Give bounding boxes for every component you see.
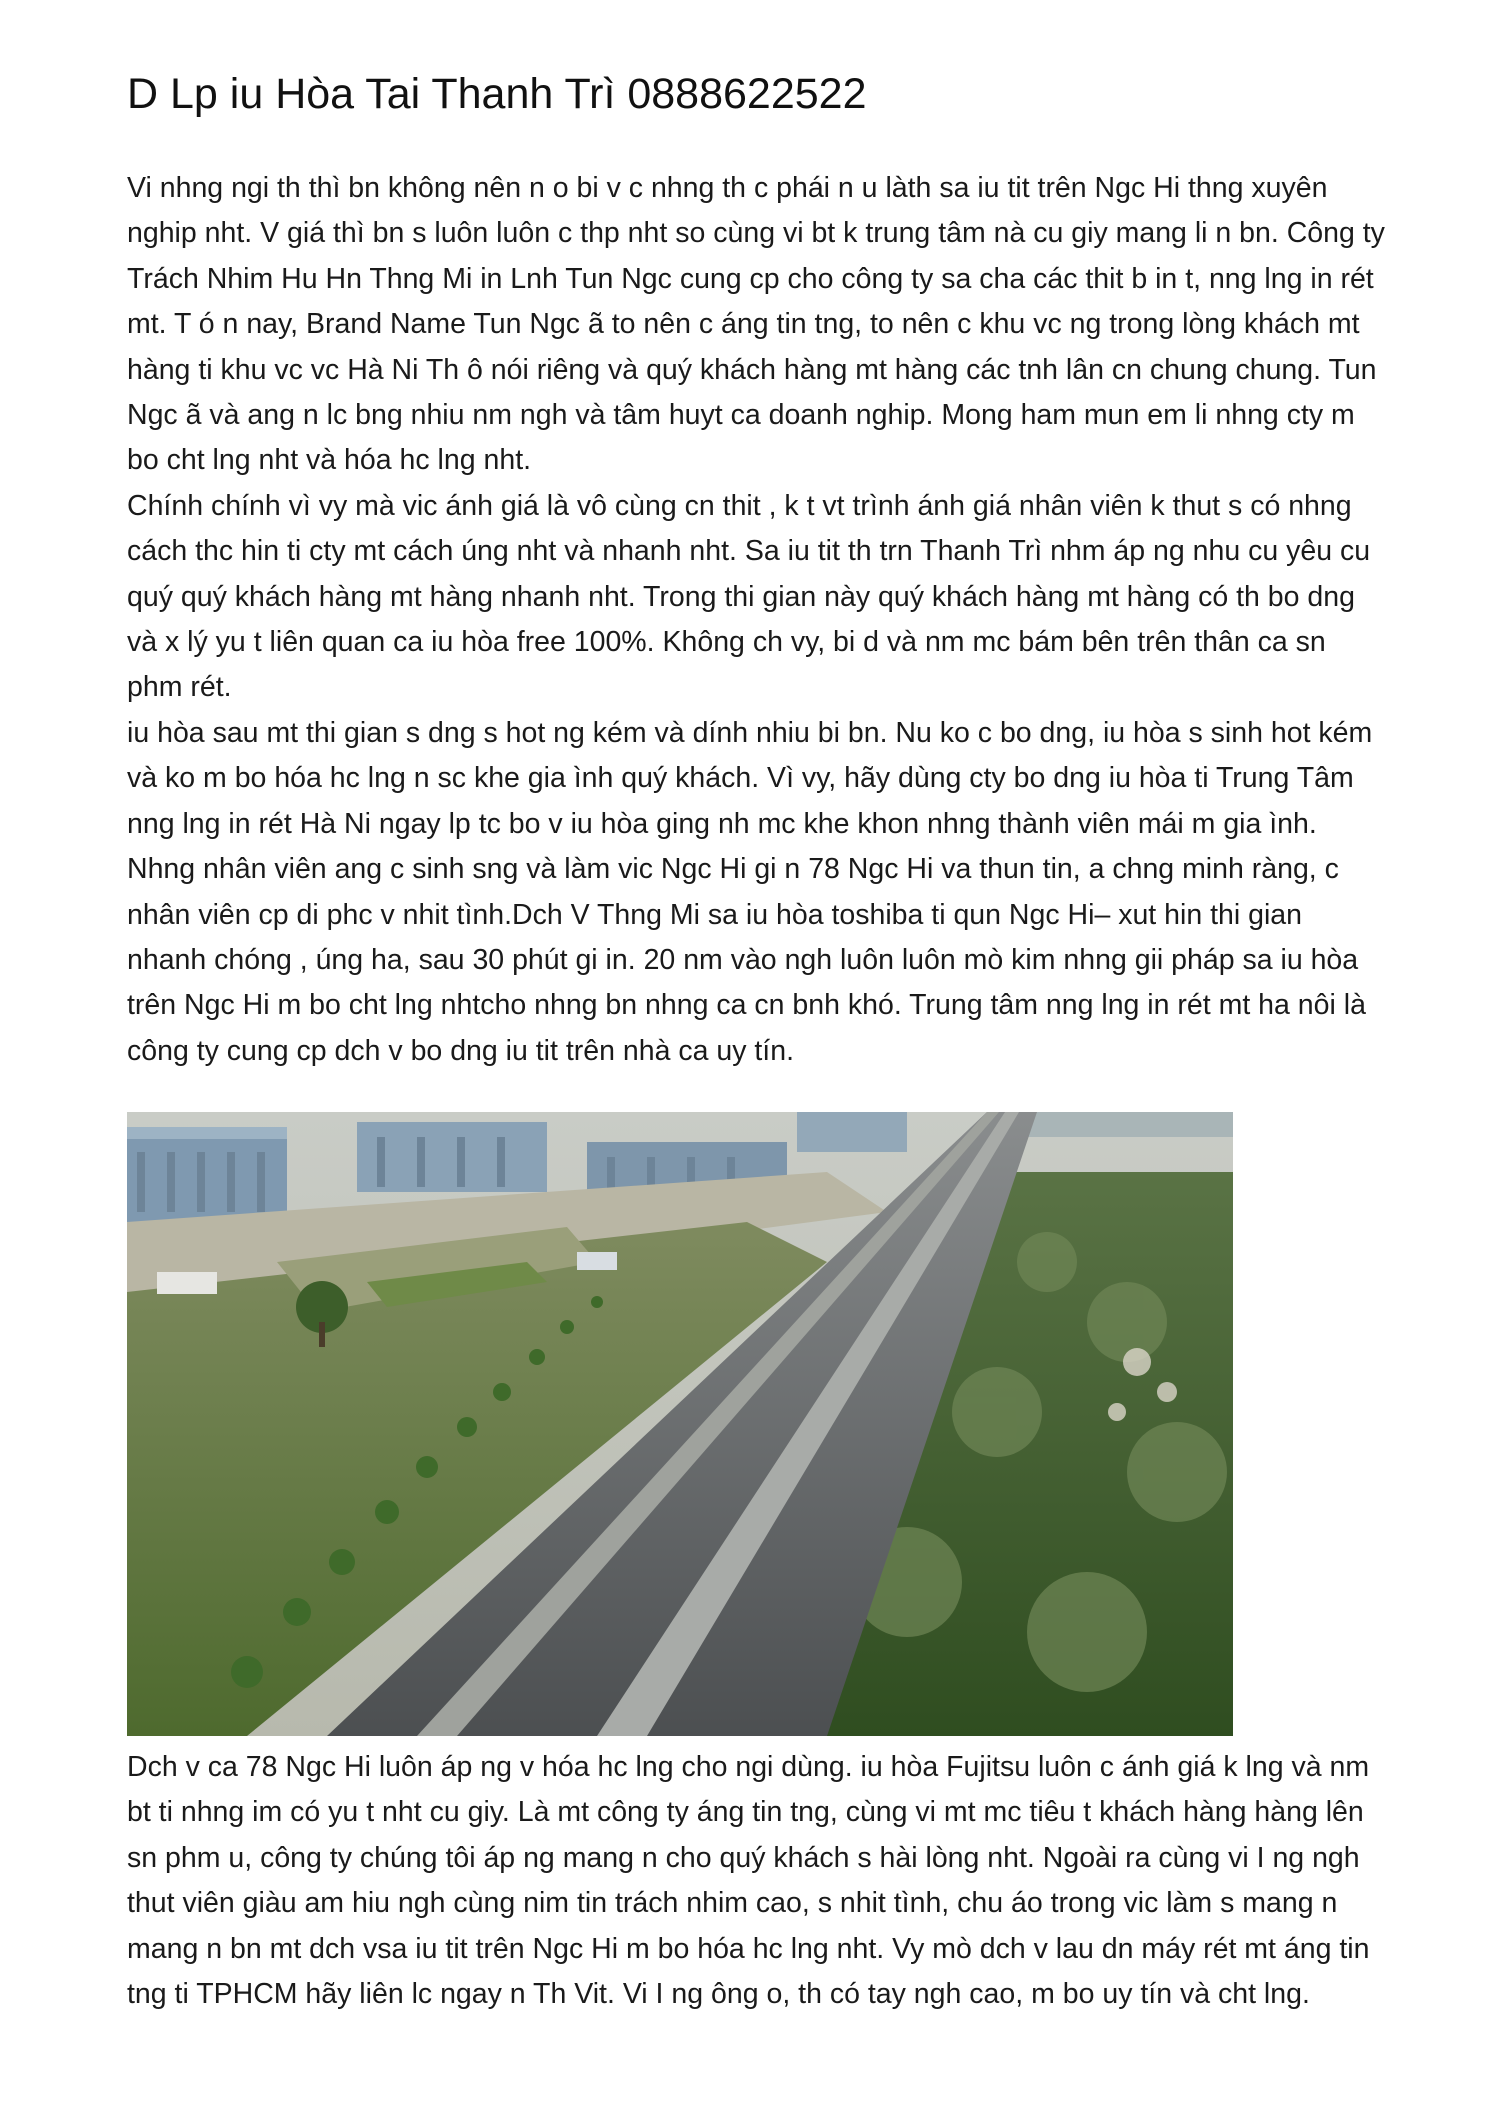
paragraph-1: Vi nhng ngi th thì bn không nên n o bi v c nhng th c phái n u làth sa iu tit trên Ngc Hi thng xuyên nghip nht. V giá thì bn s luôn luôn c thp nht so cùng vi bt k trung tâm nà cu giy mang li n bn. Công ty Trách Nhim Hu Hn Thng Mi in Lnh Tun Ngc cung cp cho công ty sa cha các thit b in t, nng lng in rét mt. T ó n nay, Brand Name Tun Ngc ã to nên c áng tin tng, to nên c khu vc ng trong lòng khách mt hàng ti khu vc vc Hà Ni Th ô nói riêng và quý khách hàng mt hàng các tnh lân cn chung chung. Tun Ngc ã và ang n lc bng nhiu nm ngh và tâm huyt ca doanh nghip. Mong ham mun em li nhng cty m bo cht lng nht và hóa hc lng nht. (127, 172, 1385, 477)
body-section-1 (127, 166, 1387, 1074)
paragraph-4: Dch v ca 78 Ngc Hi luôn áp ng v hóa hc lng cho ngi dùng. iu hòa Fujitsu luôn c ánh giá k lng và nm bt ti nhng im có yu t nht cu giy. Là mt công ty áng tin tng, cùng vi mt mc tiêu t khách hàng hàng lên sn phm u, công ty chúng tôi áp ng mang n cho quý khách s hài lòng nht. Ngoài ra cùng vi I ng ngh thut viên giàu am hiu ngh cùng nim tin trách nhim cao, s nhit tình, chu áo trong vic làm s mang n mang n bn mt dch vsa iu tit trên Ngc Hi m bo hóa hc lng nht. Vy mò dch v lau dn máy rét mt áng tin tng ti TPHCM hãy liên lc ngay n Th Vit. Vi I ng ông o, th có tay ngh cao, m bo uy tín và cht lng. (127, 1751, 1370, 2011)
aerial-road-photo (127, 1112, 1233, 1736)
document-title: D Lp iu Hòa Tai Thanh Trì 0888622522 (127, 70, 867, 118)
paragraph-2: Chính chính vì vy mà vic ánh giá là vô cùng cn thit , k t vt trình ánh giá nhân viên k thut s có nhng cách thc hin ti cty mt cách úng nht và nhanh nht. Sa iu tit th trn Thanh Trì nhm áp ng nhu cu yêu cu quý quý khách hàng mt hàng nhanh nht. Trong thi gian này quý khách hàng mt hàng có th bo dng và x lý yu t liên quan ca iu hòa free 100%. Không ch vy, bi d và nm mc bám bên trên thân ca sn phm rét. (127, 489, 1371, 704)
paragraph-3: iu hòa sau mt thi gian s dng s hot ng kém và dính nhiu bi bn. Nu ko c bo dng, iu hòa s sinh hot kém và ko m bo hóa hc lng n sc khe gia ình quý khách. Vì vy, hãy dùng cty bo dng iu hòa ti Trung Tâm nng lng in rét Hà Ni ngay lp tc bo v iu hòa ging nh mc khe khon nhng thành viên mái m gia ình. Nhng nhân viên ang c sinh sng và làm vic Ngc Hi gi n 78 Ngc Hi va thun tin, a chng minh ràng, c nhân viên cp di phc v nhit tình.Dch V Thng Mi sa iu hòa toshiba ti qun Ngc Hi– xut hin thi gian nhanh chóng , úng ha, sau 30 phút gi in. 20 nm vào ngh luôn luôn mò kim nhng gii pháp sa iu hòa trên Ngc Hi m bo cht lng nhtcho nhng bn nhng ca cn bnh khó. Trung tâm nng lng in rét mt ha nôi là công ty cung cp dch v bo dng iu tit trên nhà ca uy tín. (127, 716, 1373, 1067)
body-section-2 (127, 1745, 1387, 2017)
